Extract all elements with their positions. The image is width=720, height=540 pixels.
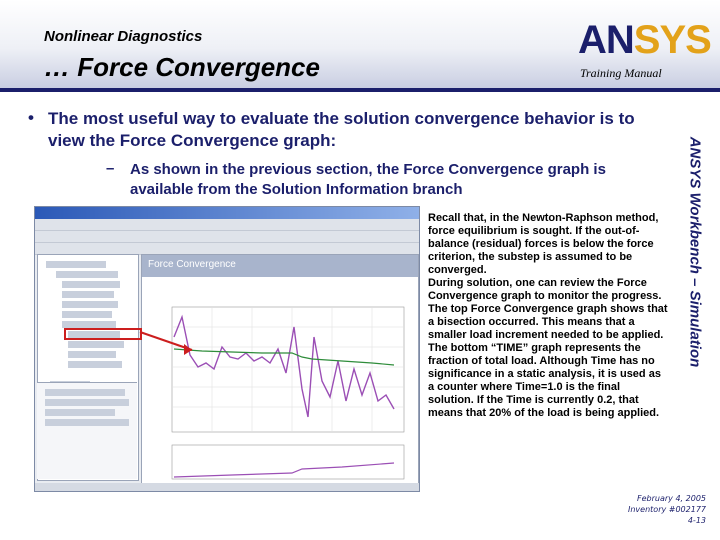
details-panel xyxy=(37,382,137,479)
main-bullet: The most useful way to evaluate the solution convergence behavior is to view the Force Convergence graph: xyxy=(48,109,635,150)
header-subtitle: Nonlinear Diagnostics xyxy=(44,28,203,45)
toolbar xyxy=(35,231,419,243)
ansys-logo xyxy=(578,18,712,62)
footer xyxy=(628,493,706,526)
side-banner-text: ANSYS Workbench – Simulation xyxy=(686,136,704,368)
plot-header-label: Force Convergence xyxy=(148,259,236,270)
logo-text-sys: SYS xyxy=(633,18,711,62)
convergence-graph xyxy=(142,277,418,485)
dash-icon: – xyxy=(106,160,115,177)
footer-page-number: 4-13 xyxy=(687,516,706,525)
bullet-icon: • xyxy=(28,108,34,127)
explanation-paragraph: The top Force Convergence graph shows that a bisection occurred. This means that a smaller load increment needed to be applied. xyxy=(428,303,668,341)
explanation-paragraph: During solution, one can review the Force Convergence graph to monitor the progress. xyxy=(428,277,662,302)
explanation-paragraph: The bottom “TIME” graph represents the fraction of total load. Although Time has no significance in a static analysis, it is used as a counter where Time=1.0 is the final solution. If the Time is currently 0.2, that means that 20% of the load is being applied. xyxy=(428,342,661,419)
slide-title: … Force Convergence xyxy=(44,52,320,82)
workbench-screenshot xyxy=(34,206,420,492)
force-convergence-pane xyxy=(141,254,419,486)
training-manual-label: Training Manual xyxy=(580,66,662,80)
logo-text-an: AN xyxy=(578,18,634,62)
plot-header xyxy=(142,255,418,277)
solution-information-highlight xyxy=(64,328,142,340)
sub-bullet: As shown in the previous section, the Force Convergence graph is available from the Solution Information branch xyxy=(130,161,606,198)
explanation-text xyxy=(428,212,668,420)
status-bar xyxy=(35,483,419,491)
menu-bar xyxy=(35,219,419,231)
header-divider xyxy=(0,88,720,92)
footer-inventory: Inventory #002177 xyxy=(628,505,706,514)
side-banner xyxy=(680,92,710,412)
header-band xyxy=(0,0,720,88)
window-titlebar xyxy=(35,207,419,219)
explanation-paragraph: Recall that, in the Newton-Raphson method, force equilibrium is sought. If the out-of-balance (residual) forces is below the force criterion, the substep is assumed to be converged. xyxy=(428,212,659,276)
footer-date: February 4, 2005 xyxy=(637,494,706,503)
